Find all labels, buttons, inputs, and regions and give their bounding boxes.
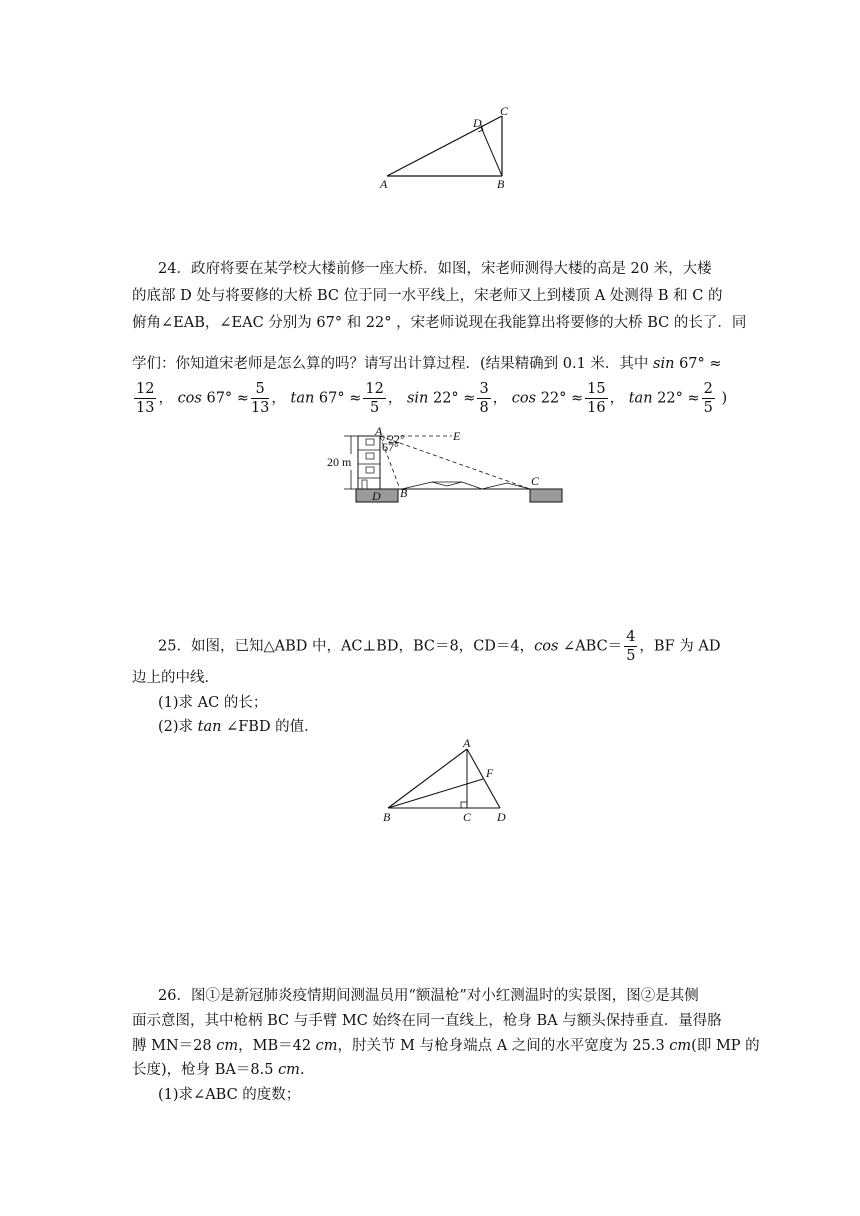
- fraction-4-5: $\frac{4}{5}$: [626, 629, 636, 664]
- fig24-angle-22: 22°: [388, 432, 405, 446]
- q26-part-1: (1)求∠ABC 的度数；: [158, 1087, 301, 1103]
- fig25-label-c: C: [463, 810, 472, 824]
- q25-part-2: (2)求 tan ∠FBD 的值．: [158, 719, 319, 735]
- fraction-15-16: $\frac{15}{16}$: [587, 381, 606, 416]
- q26-line-4: 长度)，枪身 BA＝8.5 cm.: [132, 1062, 305, 1078]
- q24-line-2: 的底部 D 处与将要修的大桥 BC 位于同一水平线上，宋老师又上到楼顶 A 处测得 B 和 C 的: [132, 288, 723, 304]
- q26-line-2: 面示意图，其中枪柄 BC 与手臂 MC 始终在同一直线上，枪身 BA 与额头保持垂直．量得胳: [132, 1013, 722, 1029]
- q24-line-3: 俯角∠EAB，∠EAC 分别为 67° 和 22° ，宋老师说现在我能算出将要修的大桥 BC 的长了．同: [132, 315, 747, 331]
- figure-building-bridge: [322, 426, 572, 508]
- fig24-label-d: D: [372, 489, 381, 503]
- fig24-label-e: E: [453, 429, 461, 443]
- fig24-label-c: C: [531, 474, 540, 488]
- q24-line-4: 学们：你知道宋老师是怎么算的吗？请写出计算过程．(结果精确到 0.1 米．其中 sin 67° ≈: [132, 356, 722, 372]
- fraction-12-5: $\frac{12}{5}$: [365, 381, 384, 416]
- fig1-label-c: C: [500, 105, 509, 118]
- fraction-2-5: $\frac{2}{5}$: [703, 381, 713, 416]
- fraction-12-13: $\frac{12}{13}$: [136, 381, 155, 416]
- fig25-label-b: B: [383, 810, 391, 824]
- q25-part-1: (1)求 AC 的长；: [158, 695, 268, 711]
- fig25-label-f: F: [486, 766, 494, 780]
- q24-trig-values: $\frac{12}{13}$ ， cos 67° ≈ $\frac{5}{13}$ ， tan 67° ≈ $\frac{12}{5}$ ， sin 22° ≈ $\frac{3}{8}$ ， cos 22° ≈ $\frac{15}{16}$ ， tan 22° ≈ $\frac{2}{5}$ ): [136, 381, 728, 416]
- q24-line-1: 24．政府将要在某学校大楼前修一座大桥．如图，宋老师测得大楼的高是 20 米，大楼: [158, 261, 712, 277]
- q26-line-1: 26．图①是新冠肺炎疫情期间测温员用“额温枪”对小红测温时的实景图，图②是其侧: [158, 988, 699, 1004]
- fig24-label-b: B: [400, 486, 408, 500]
- fig25-label-d: D: [497, 810, 506, 824]
- fraction-3-8: $\frac{3}{8}$: [479, 381, 489, 416]
- figure-triangle-abd: [378, 735, 518, 825]
- fig1-label-d: D: [473, 116, 482, 130]
- fig24-label-a: A: [375, 426, 383, 438]
- q25-line-1: 25．如图，已知△ABD 中，AC⊥BD，BC＝8，CD＝4，cos ∠ABC＝ $\frac{4}{5}$ ，BF 为 AD: [158, 629, 721, 664]
- fraction-5-13: $\frac{5}{13}$: [250, 381, 270, 416]
- fig24-height-label: 20 m: [327, 455, 352, 469]
- fig1-label-b: B: [497, 177, 505, 191]
- fig1-label-a: A: [380, 177, 388, 191]
- fig25-label-a: A: [463, 736, 471, 750]
- fig24-angle-67: 67°: [382, 440, 399, 454]
- q25-line-2: 边上的中线．: [132, 670, 219, 686]
- q26-line-3: 膊 MN＝28 cm，MB＝42 cm，肘关节 M 与枪身端点 A 之间的水平宽度为 25.3 cm(即 MP 的: [132, 1038, 760, 1054]
- figure-triangle-abc: [370, 105, 520, 195]
